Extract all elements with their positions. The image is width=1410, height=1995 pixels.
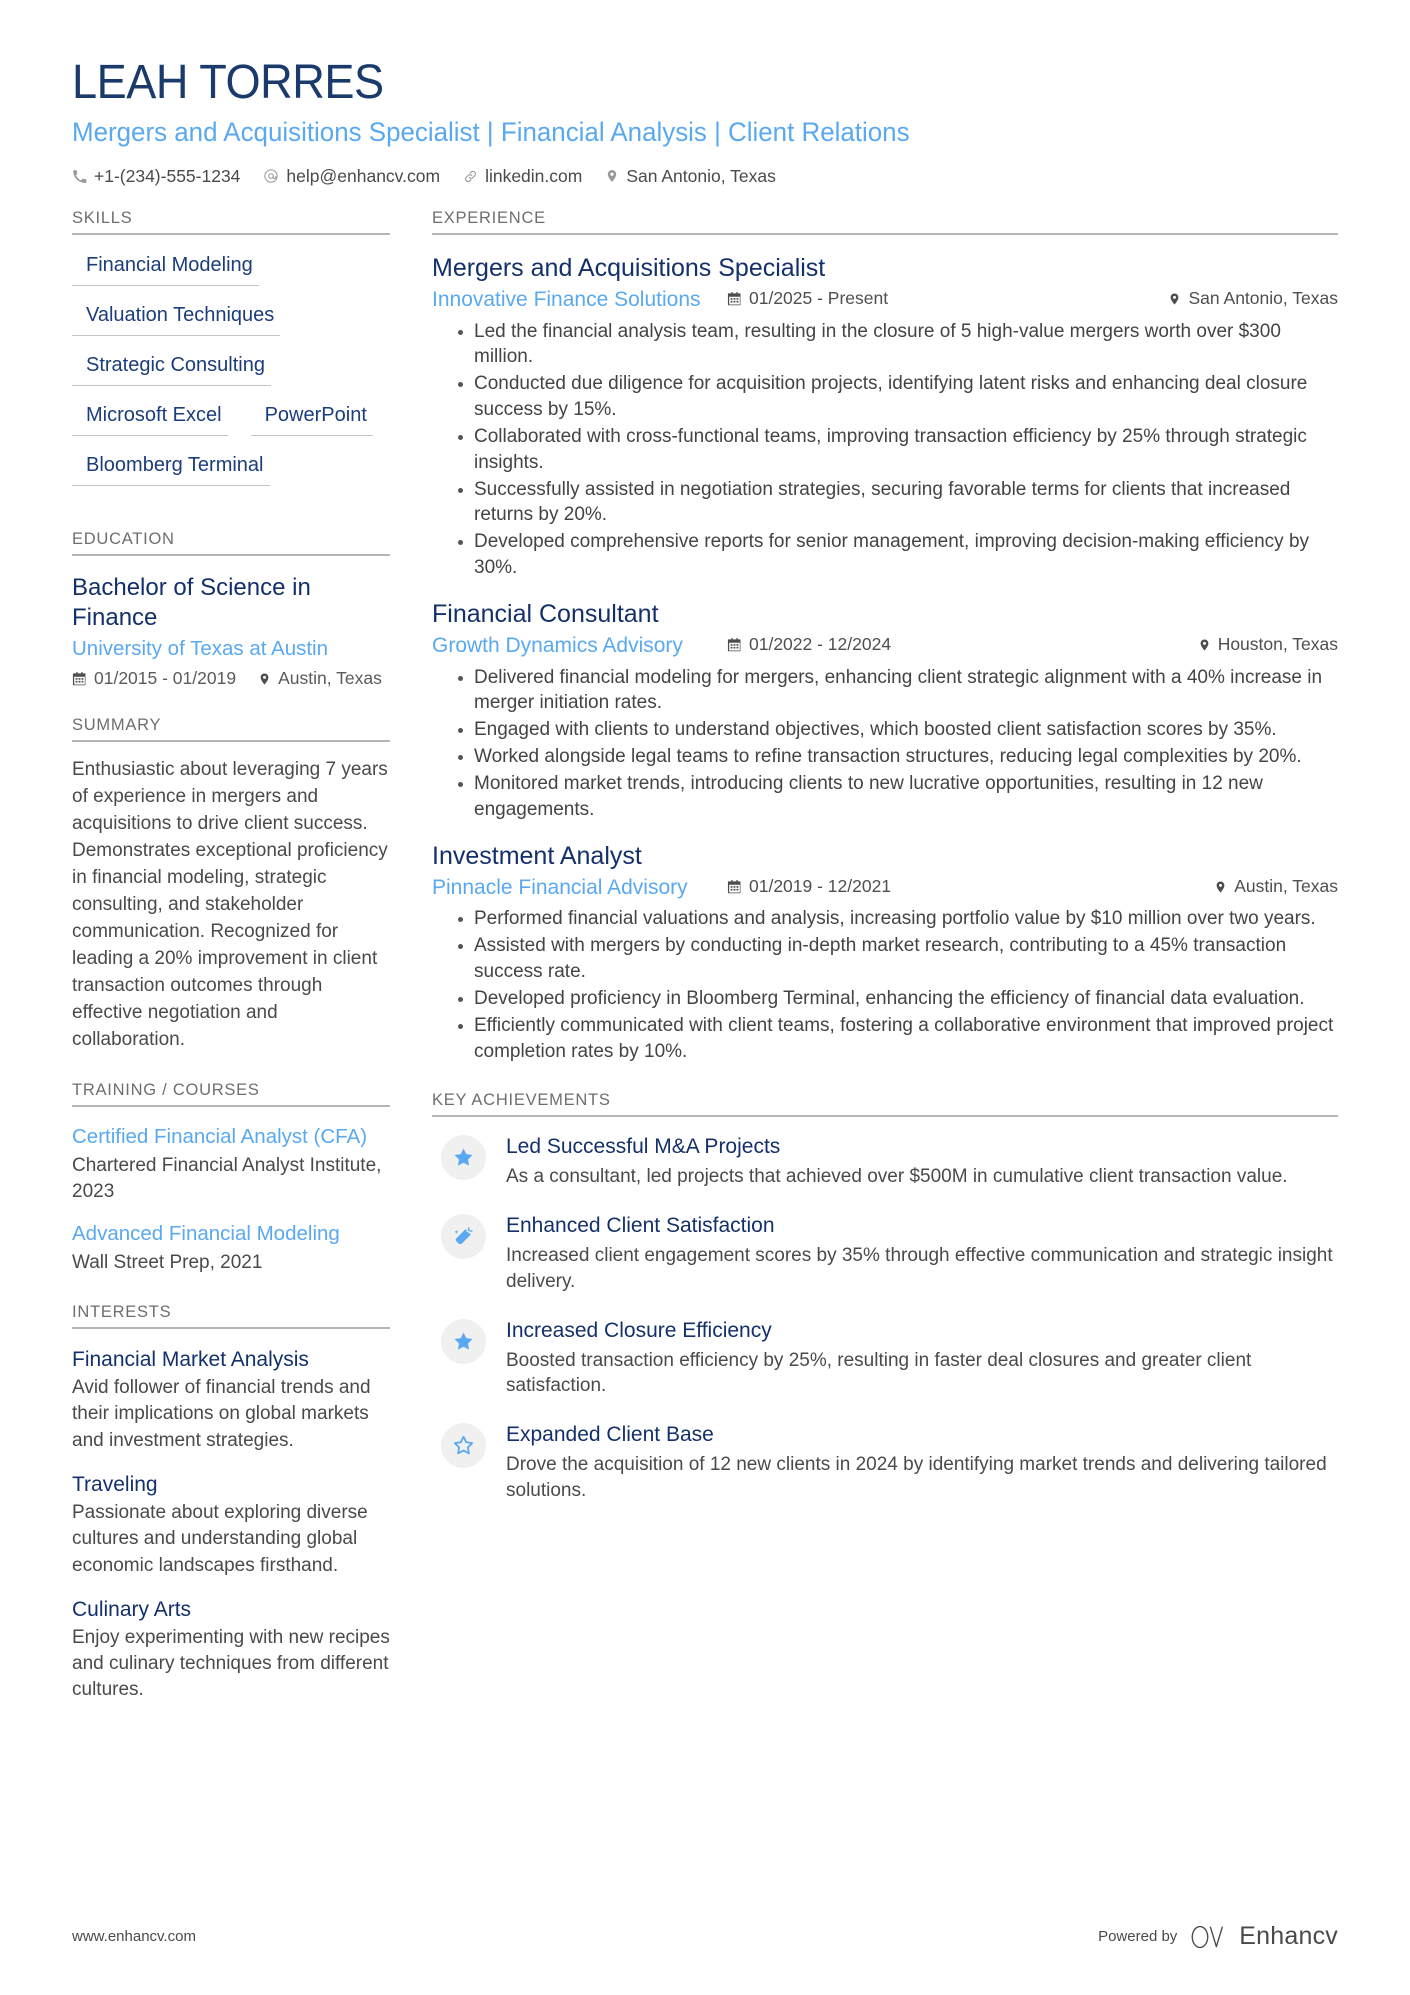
achievement-item (432, 1421, 1338, 1504)
interest-entry (72, 1471, 390, 1579)
job-bullet: Efficiently communicated with client teams, fostering a collaborative environment that improved project completion rates by 10%. (458, 1013, 1338, 1065)
candidate-headline: Mergers and Acquisitions Specialist | Financial Analysis | Client Relations (72, 117, 910, 148)
achievement-item (432, 1133, 1338, 1190)
section-title-interests: INTERESTS (72, 1302, 172, 1321)
experience-entry (432, 599, 1338, 823)
interest-name: Traveling (72, 1472, 158, 1496)
job-bullets (432, 319, 1338, 581)
achievement-title: Increased Closure Efficiency (506, 1318, 772, 1342)
calendar-icon (727, 291, 742, 306)
job-bullet: Monitored market trends, introducing clients to new lucrative opportunities, resulting in 12 new engagements. (458, 771, 1338, 823)
enhancv-logo (1190, 1922, 1338, 1951)
job-role: Mergers and Acquisitions Specialist (432, 253, 826, 282)
contact-email-text: help@enhancv.com (286, 165, 441, 186)
summary-text: Enthusiastic about leveraging 7 years of experience in mergers and acquisitions to drive client success. Demonstrates exceptional proficiency in financial modeling, strategic consulting, and stakeholder communication. Recognized for leading a 20% improvement in client transaction outcomes through effective negotiation and collaboration. (72, 759, 388, 1051)
contact-row (72, 166, 1338, 187)
achievement-description: Drove the acquisition of 12 new clients in 2024 by identifying market trends and delivering tailored solutions. (506, 1454, 1327, 1501)
section-skills (72, 209, 390, 503)
job-dates (727, 634, 891, 655)
location-pin-icon (1168, 291, 1181, 307)
interest-name: Financial Market Analysis (72, 1347, 309, 1371)
section-rule (72, 233, 390, 235)
education-location (258, 668, 382, 689)
skills-list (72, 253, 390, 503)
job-dates-text: 01/2025 - Present (749, 288, 889, 309)
contact-email[interactable] (263, 166, 440, 187)
skill-item: Microsoft Excel (72, 403, 228, 436)
interest-entry (72, 1596, 390, 1704)
course-entry (72, 1124, 390, 1204)
job-bullet: Performed financial valuations and analysis, increasing portfolio value by $10 million over two years. (458, 906, 1338, 932)
section-rule (432, 1115, 1338, 1117)
job-dates-text: 01/2022 - 12/2024 (749, 634, 892, 655)
skill-item: Valuation Techniques (72, 303, 280, 336)
enhancv-wordmark: Enhancv (1239, 1922, 1338, 1950)
job-role: Financial Consultant (432, 599, 659, 628)
achievement-item (432, 1212, 1338, 1295)
job-location (1198, 634, 1338, 655)
education-entry (72, 573, 390, 690)
job-dates (727, 288, 888, 309)
footer-website[interactable]: www.enhancv.com (72, 1928, 196, 1945)
section-rule (72, 554, 390, 556)
location-pin-icon (258, 671, 271, 687)
section-experience (432, 209, 1338, 1065)
calendar-icon (727, 637, 742, 652)
star-outline-icon (441, 1423, 486, 1468)
achievement-body (506, 1421, 1338, 1504)
calendar-icon (727, 879, 742, 894)
job-company: Innovative Finance Solutions (432, 288, 701, 312)
job-bullet: Conducted due diligence for acquisition projects, identifying latent risks and enhancing deal closure success by 15%. (458, 371, 1338, 423)
job-meta (727, 876, 1338, 897)
job-bullet: Delivered financial modeling for mergers, enhancing client strategic alignment with a 40% increase in merger initiation rates. (458, 665, 1338, 717)
education-dates-text: 01/2015 - 01/2019 (94, 668, 237, 689)
calendar-icon (72, 671, 87, 686)
achievements-list (432, 1133, 1338, 1503)
job-bullet: Developed comprehensive reports for senior management, improving decision-making efficiency by 30%. (458, 529, 1338, 581)
interest-description: Passionate about exploring diverse cultures and understanding global economic landscapes firsthand. (72, 1502, 368, 1576)
course-detail: Wall Street Prep, 2021 (72, 1252, 263, 1274)
job-bullet: Successfully assisted in negotiation strategies, securing favorable terms for clients that increased returns by 20%. (458, 477, 1338, 529)
job-bullet: Engaged with clients to understand objectives, which boosted client satisfaction scores by 35%. (458, 717, 1338, 743)
section-rule (432, 233, 1338, 235)
job-location-text: Austin, Texas (1234, 876, 1338, 897)
contact-phone[interactable] (72, 166, 240, 187)
main-content (432, 209, 1338, 1526)
job-header-line (432, 874, 1338, 901)
powered-by-label: Powered by (1098, 1928, 1178, 1945)
section-key-achievements (432, 1091, 1338, 1503)
job-dates (727, 876, 891, 897)
achievement-title: Expanded Client Base (506, 1423, 714, 1447)
course-detail: Chartered Financial Analyst Institute, 2023 (72, 1154, 382, 1202)
achievement-body (506, 1317, 1338, 1400)
section-rule (72, 740, 390, 742)
enhancv-mark-icon (1190, 1924, 1230, 1950)
section-interests (72, 1303, 390, 1704)
skill-item: Bloomberg Terminal (72, 453, 270, 486)
achievement-title: Led Successful M&A Projects (506, 1135, 781, 1159)
email-icon (263, 168, 279, 184)
resume-body (72, 209, 1338, 1708)
section-title-education: EDUCATION (72, 529, 175, 548)
job-bullet: Collaborated with cross-functional teams, improving transaction efficiency by 25% through strategic insights. (458, 424, 1338, 476)
course-name: Certified Financial Analyst (CFA) (72, 1125, 368, 1149)
contact-location-text: San Antonio, Texas (626, 165, 776, 186)
section-education (72, 530, 390, 690)
job-bullet: Developed proficiency in Bloomberg Terminal, enhancing the efficiency of financial data evaluation. (458, 986, 1338, 1012)
job-bullets (432, 665, 1338, 823)
location-pin-icon (1198, 637, 1211, 653)
education-degree: Bachelor of Science in Finance (72, 573, 311, 631)
skill-item: Financial Modeling (72, 253, 259, 286)
section-title-training: TRAINING / COURSES (72, 1081, 260, 1100)
job-location-text: San Antonio, Texas (1188, 288, 1338, 309)
section-rule (72, 1105, 390, 1107)
section-summary (72, 716, 390, 1054)
sidebar (72, 209, 390, 1708)
job-meta (727, 634, 1338, 655)
contact-linkedin-text: linkedin.com (485, 165, 583, 186)
course-entry (72, 1221, 390, 1275)
contact-linkedin[interactable] (463, 166, 582, 187)
job-role: Investment Analyst (432, 841, 642, 870)
skill-item: Strategic Consulting (72, 353, 271, 386)
experience-entry (432, 841, 1338, 1065)
job-location-text: Houston, Texas (1217, 634, 1338, 655)
job-header-line (432, 632, 1338, 659)
achievement-description: As a consultant, led projects that achieved over $500M in cumulative client transaction value. (506, 1166, 1288, 1188)
location-pin-icon (605, 168, 619, 184)
job-location (1214, 876, 1338, 897)
link-icon (463, 169, 478, 184)
course-name: Advanced Financial Modeling (72, 1222, 340, 1246)
job-bullet: Assisted with mergers by conducting in-depth market research, contributing to a 45% transaction success rate. (458, 933, 1338, 985)
job-bullet: Led the financial analysis team, resulting in the closure of 5 high-value mergers worth over $300 million. (458, 319, 1338, 371)
job-bullets (432, 906, 1338, 1064)
contact-location (605, 166, 776, 187)
education-meta (72, 668, 390, 689)
job-company: Pinnacle Financial Advisory (432, 876, 688, 900)
resume-header (72, 0, 1338, 187)
contact-phone-text: +1-(234)-555-1234 (94, 165, 241, 186)
achievement-title: Enhanced Client Satisfaction (506, 1214, 775, 1238)
education-location-text: Austin, Texas (278, 668, 382, 689)
job-company: Growth Dynamics Advisory (432, 634, 683, 658)
job-location (1168, 288, 1338, 309)
education-school: University of Texas at Austin (72, 636, 328, 660)
achievement-body (506, 1133, 1338, 1190)
section-training (72, 1081, 390, 1276)
interest-name: Culinary Arts (72, 1597, 192, 1621)
section-title-summary: SUMMARY (72, 716, 162, 735)
job-meta (727, 288, 1338, 309)
page-footer (72, 1922, 1338, 1951)
education-dates (72, 668, 236, 689)
achievement-description: Increased client engagement scores by 35% through effective communication and strategic insight delivery. (506, 1244, 1333, 1292)
interest-description: Enjoy experimenting with new recipes and culinary techniques from different cultures. (72, 1627, 390, 1701)
section-title-achievements: KEY ACHIEVEMENTS (432, 1091, 611, 1110)
section-rule (72, 1327, 390, 1329)
phone-icon (72, 169, 87, 184)
magic-wand-icon (441, 1214, 486, 1259)
section-title-skills: SKILLS (72, 208, 133, 227)
interest-entry (72, 1346, 390, 1454)
location-pin-icon (1214, 879, 1227, 895)
achievement-item (432, 1317, 1338, 1400)
experience-entry (432, 253, 1338, 581)
skill-item: PowerPoint (251, 403, 373, 436)
star-filled-icon (441, 1319, 486, 1364)
job-bullet: Worked alongside legal teams to refine transaction structures, reducing legal complexities by 20%. (458, 744, 1338, 770)
footer-branding (1098, 1922, 1338, 1951)
job-header-line (432, 286, 1338, 313)
candidate-name: LEAH TORRES (72, 56, 384, 109)
section-title-experience: EXPERIENCE (432, 208, 546, 227)
job-dates-text: 01/2019 - 12/2021 (749, 876, 892, 897)
achievement-description: Boosted transaction efficiency by 25%, resulting in faster deal closures and greater client satisfaction. (506, 1349, 1252, 1397)
interest-description: Avid follower of financial trends and their implications on global markets and investment strategies. (72, 1377, 371, 1451)
achievement-body (506, 1212, 1338, 1295)
star-filled-icon (441, 1135, 486, 1180)
